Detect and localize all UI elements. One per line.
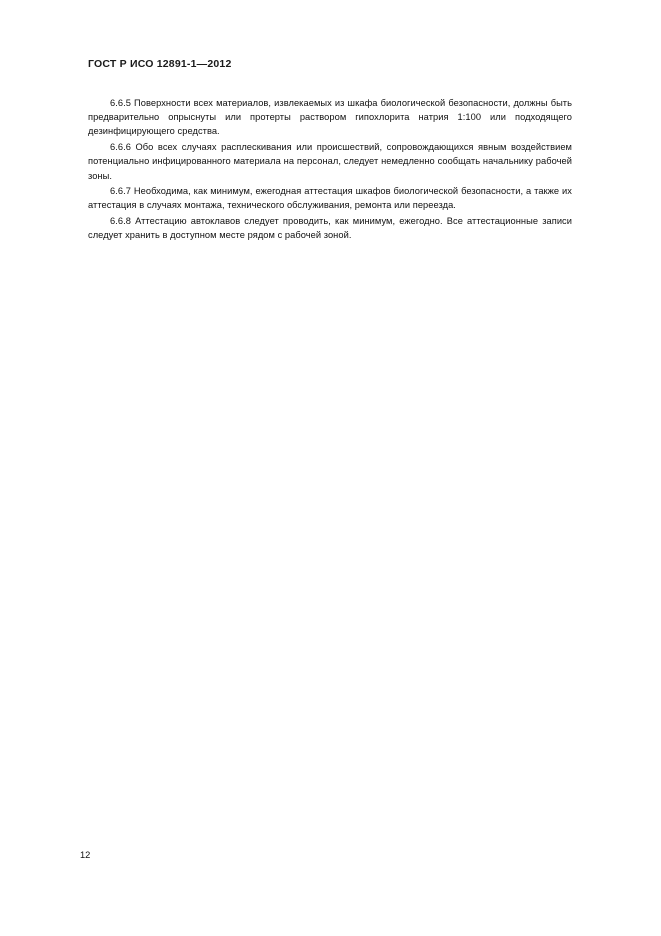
clause-number: 6.6.8 (110, 216, 131, 227)
page-number: 12 (80, 850, 91, 860)
page-content (88, 58, 572, 244)
paragraph-6-6-6 (88, 140, 572, 183)
clause-number: 6.6.6 (110, 142, 131, 153)
paragraph-text: Поверхности всех материалов, извлекаемых из шкафа биологической безопасности, должны быть предварительно опрыснуты или протерты раствором гипохлорита натрия 1:100 или подходящего дезинфицирующего средства. (88, 98, 572, 137)
paragraph-text: Необходима, как минимум, ежегодная аттестация шкафов биологической безопасности, а также их аттестация в случаях монтажа, технического обслуживания, ремонта или переезда. (88, 186, 572, 211)
paragraph-6-6-5 (88, 96, 572, 139)
clause-number: 6.6.5 (110, 98, 131, 108)
paragraph-text: Аттестацию автоклавов следует проводить, как минимум, ежегодно. Все аттестационные записи следует хранить в доступном месте рядом с рабочей зоной. (88, 216, 573, 241)
paragraph-text: Обо всех случаях расплескивания или происшествий, сопровождающихся явным воздействием потенциально инфицированного материала на персонал, следует немедленно сообщать начальнику рабочей зоны. (88, 142, 572, 181)
standard-header: ГОСТ Р ИСО 12891-1—2012 (88, 58, 232, 70)
paragraph-6-6-8 (88, 214, 572, 242)
paragraph-6-6-7 (88, 184, 572, 212)
clause-number: 6.6.7 (110, 186, 131, 197)
